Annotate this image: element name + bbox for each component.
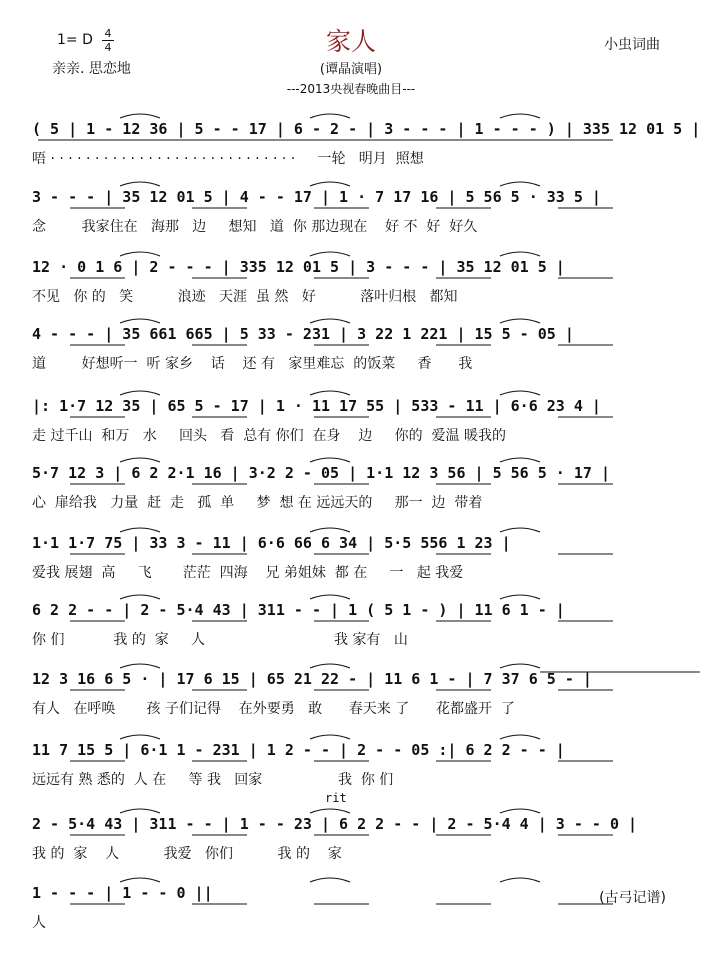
notation-row: 12 · 0 1 6 | 2 - - - | 335 12 01 5 | 3 - - - | 35 12 01 5 | bbox=[32, 258, 565, 276]
slur-arc bbox=[310, 391, 350, 395]
singer-credit: (谭晶演唱) bbox=[319, 62, 383, 77]
notation-row: 12 3 16 6 5 · | 17 6 15 | 65 21 22 - | 11 6 1 - | 7 37 6 5 - | bbox=[32, 670, 592, 688]
song-title: 家人 bbox=[325, 27, 376, 56]
transcriber-credit: (古弓记谱) bbox=[599, 890, 666, 906]
lyric-row: 念 我家住在 海那 边 想知 道 你 那边现在 好 不 好 好久 bbox=[32, 219, 478, 235]
slur-arc bbox=[500, 809, 540, 813]
notation-row: 3 - - - | 35 12 01 5 | 4 - - 17 | 1 · 7 17 16 | 5 56 5 · 33 5 | bbox=[32, 188, 601, 206]
slur-arc bbox=[310, 114, 350, 118]
slur-arc bbox=[120, 458, 160, 462]
slur-arc bbox=[500, 735, 540, 739]
slur-arc bbox=[500, 391, 540, 395]
notation-row: |: 1·7 12 35 | 65 5 - 17 | 1 · 11 17 55 | 533 - 11 | 6·6 23 4 | bbox=[32, 397, 601, 415]
slur-arc bbox=[310, 735, 350, 739]
slur-arc bbox=[310, 664, 350, 668]
slur-arc bbox=[500, 664, 540, 668]
tempo-mark: rit bbox=[325, 791, 347, 805]
slur-arc bbox=[310, 595, 350, 599]
lyric-row: 爱我 展翅 高 飞 茫茫 四海 兄 弟姐妹 都 在 一 起 我爱 bbox=[32, 565, 464, 581]
slur-arc bbox=[120, 878, 160, 882]
notation-row: 1 - - - | 1 - - 0 || bbox=[32, 884, 213, 902]
slur-arc bbox=[500, 878, 540, 882]
slur-arc bbox=[120, 664, 160, 668]
slur-arc bbox=[500, 528, 540, 532]
lyric-row: 你 们 我 的 家 人 我 家有 山 bbox=[32, 632, 408, 648]
slur-arc bbox=[500, 595, 540, 599]
lyric-row: 远远有 熟 悉的 人 在 等 我 回家 我 你 们 bbox=[32, 772, 394, 788]
slur-arc bbox=[500, 114, 540, 118]
slur-arc bbox=[120, 528, 160, 532]
slur-arc bbox=[500, 458, 540, 462]
slur-arc bbox=[500, 252, 540, 256]
slur-arc bbox=[120, 809, 160, 813]
slur-arc bbox=[310, 319, 350, 323]
slur-arc bbox=[120, 252, 160, 256]
notation-row: 2 - 5·4 43 | 311 - - | 1 - - 23 | 6 2 2 - - | 2 - 5·4 4 | 3 - - 0 | bbox=[32, 815, 638, 833]
slur-arc bbox=[120, 319, 160, 323]
slur-arc bbox=[310, 528, 350, 532]
slur-arc bbox=[120, 595, 160, 599]
time-signature-bottom: 4 bbox=[104, 41, 112, 54]
slur-arc bbox=[310, 809, 350, 813]
lyric-row: 人 bbox=[32, 915, 46, 931]
notation-row: 11 7 15 5 | 6·1 1 - 231 | 1 2 - - | 2 - - 05 :| 6 2 2 - - | bbox=[32, 741, 565, 759]
notation-row: 5·7 12 3 | 6 2 2·1 16 | 3·2 2 - 05 | 1·1 12 3 56 | 5 56 5 · 17 | bbox=[32, 464, 610, 482]
slur-arc bbox=[120, 182, 160, 186]
notation-row: ( 5 | 1 - 12 36 | 5 - - 17 | 6 - 2 - | 3 - - - | 1 - - - ) | 335 12 01 5 | bbox=[32, 120, 701, 138]
lyric-row: 我 的 家 人 我爱 你们 我 的 家 bbox=[32, 846, 342, 862]
expression-mark: 亲亲. 思恋地 bbox=[52, 61, 131, 77]
notation-row: 1·1 1·7 75 | 33 3 - 11 | 6·6 66 6 34 | 5·5 556 1 23 | bbox=[32, 534, 511, 552]
slur-arc bbox=[310, 182, 350, 186]
source-note: ---2013央视春晚曲目--- bbox=[286, 82, 416, 96]
slur-arc bbox=[500, 182, 540, 186]
slur-arc bbox=[120, 391, 160, 395]
lyric-row: 不见 你 的 笑 浪迹 天涯 虽 然 好 落叶归根 都知 bbox=[32, 289, 458, 305]
lyric-row: 心 扉给我 力量 赶 走 孤 单 梦 想 在 远远天的 那一 边 带着 bbox=[32, 495, 483, 511]
lyric-row: 道 好想听一 听 家乡 话 还 有 家里难忘 的饭菜 香 我 bbox=[32, 356, 473, 372]
time-signature-top: 4 bbox=[104, 27, 112, 40]
notation-row: 4 - - - | 35 661 665 | 5 33 - 231 | 3 22 1 221 | 15 5 - 05 | bbox=[32, 325, 574, 343]
slur-arc bbox=[310, 252, 350, 256]
notation-row: 6 2 2 - - | 2 - 5·4 43 | 311 - - | 1 ( 5 1 - ) | 11 6 1 - | bbox=[32, 601, 565, 619]
slur-arc bbox=[120, 735, 160, 739]
slur-arc bbox=[120, 114, 160, 118]
composer-credit: 小虫词曲 bbox=[604, 37, 660, 53]
lyric-row: 走 过千山 和万 水 回头 看 总有 你们 在身 边 你的 爱温 暖我的 bbox=[32, 428, 506, 444]
slur-arc bbox=[310, 878, 350, 882]
lyric-row: 唔 · · · · · · · · · · · · · · · · · · · · · · · · · · · · 一轮 明月 照想 bbox=[32, 151, 424, 167]
slur-arc bbox=[500, 319, 540, 323]
slur-arc bbox=[310, 458, 350, 462]
lyric-row: 有人 在呼唤 孩 子们记得 在外要勇 敢 春天来 了 花都盛开 了 bbox=[32, 701, 515, 717]
key-signature: 1= D bbox=[57, 32, 93, 48]
